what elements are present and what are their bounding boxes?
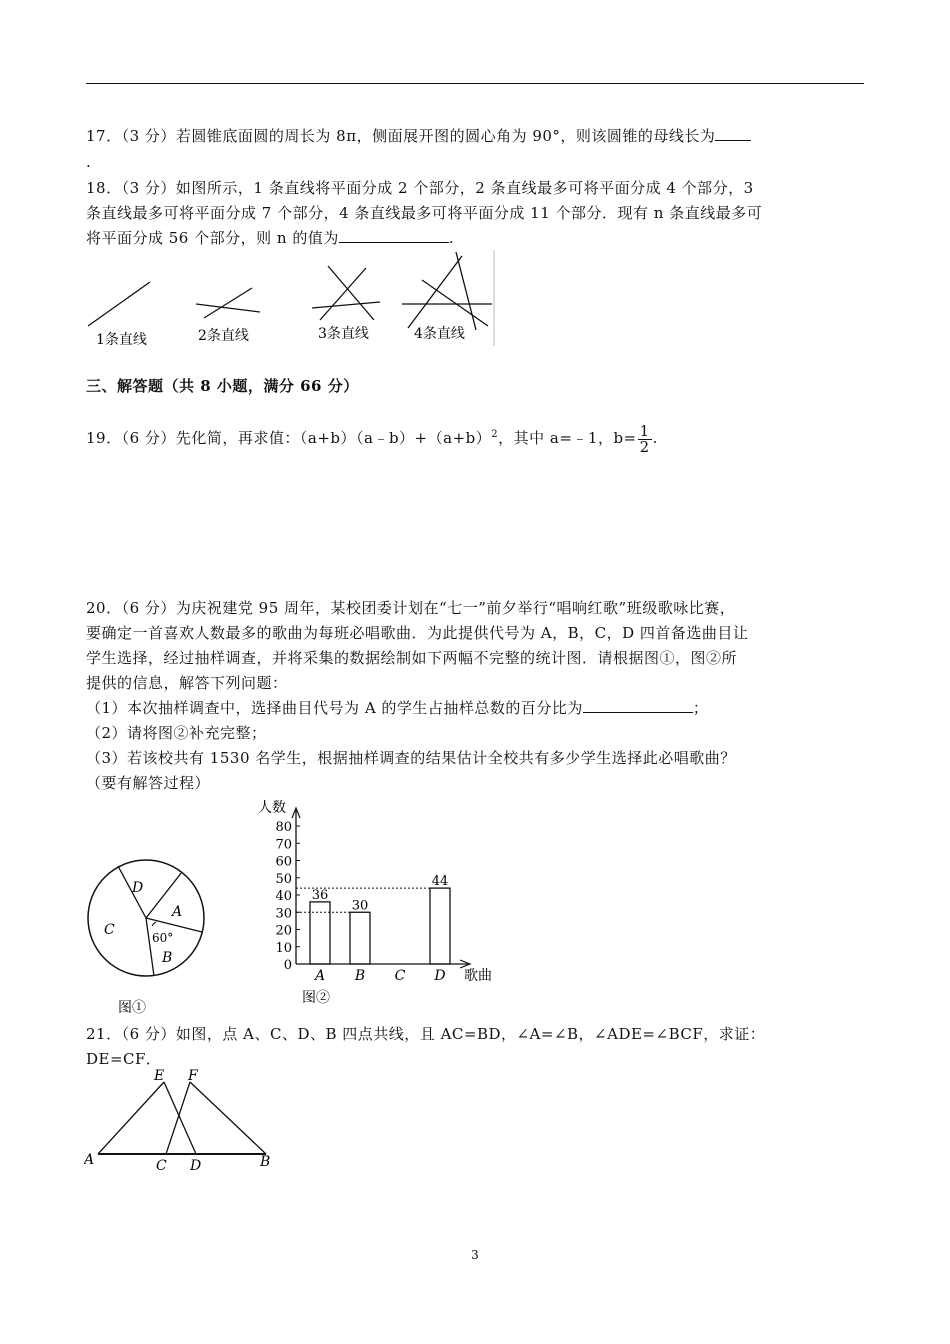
question-19 — [86, 422, 866, 455]
y-tick-label: 50 — [275, 871, 292, 887]
bar-caption: 图② — [302, 990, 330, 1006]
answer-blank — [715, 124, 751, 141]
header-rule — [86, 83, 864, 84]
category-label: D — [434, 968, 446, 984]
q17-text: 17．（3 分）若圆锥底面圆的周长为 8π，侧面展开图的圆心角为 90°，则该圆锥的母线长为 — [86, 127, 716, 145]
y-tick-label: 70 — [275, 837, 292, 853]
category-label: B — [354, 968, 366, 984]
section-heading: 三、解答题（共 8 小题，满分 66 分） — [86, 377, 359, 395]
bars — [296, 874, 450, 984]
pie-caption: 图① — [118, 1000, 146, 1016]
q18-line1: 18．（3 分）如图所示，1 条直线将平面分成 2 个部分，2 条直线最多可将平面分成 4 个部分，3 — [86, 179, 754, 197]
q19-period: . — [652, 429, 658, 447]
fraction-one-half — [638, 421, 652, 456]
frac-denominator: 2 — [639, 437, 650, 456]
fig4-line-c — [408, 256, 462, 328]
bar-xlabel: 歌曲 — [464, 968, 492, 984]
q20-sub3: （3）若该校共有 1530 名学生，根据抽样调查的结果估计全校共有多少学生选择此必唱歌曲？ — [86, 749, 736, 767]
frac-numerator: 1 — [639, 421, 650, 440]
q18-line3-text: 将平面分成 56 个部分，则 n 的值为 — [86, 229, 339, 247]
pie-label-c: C — [104, 922, 115, 938]
lines-figure — [84, 250, 498, 350]
pie-chart — [82, 858, 212, 1018]
pie-angle-label: 60° — [152, 931, 174, 945]
category-label: A — [314, 968, 326, 984]
data-label: 30 — [351, 898, 369, 914]
q18-line2: 条直线最多可将平面分成 7 个部分，4 条直线最多可将平面分成 11 个部分．现有 n 条直线最多可 — [86, 204, 763, 222]
line-ae — [98, 1082, 164, 1154]
line-fb — [190, 1082, 266, 1154]
bar-a — [310, 902, 330, 964]
question-18-line3 — [86, 226, 866, 251]
category-label: C — [394, 968, 406, 984]
fig3-line-b — [328, 266, 374, 320]
point-a: A — [84, 1152, 95, 1168]
bar-chart — [256, 796, 506, 1008]
fig2-line-b — [204, 288, 252, 318]
fig3-line-a — [312, 302, 380, 308]
pie-divider-bc — [146, 918, 154, 976]
triangle-figure — [84, 1066, 284, 1176]
y-tick-label: 80 — [275, 820, 292, 835]
pie-divider-ab — [146, 918, 202, 932]
line-ed — [164, 1082, 196, 1154]
y-tick-label: 40 — [275, 889, 292, 904]
pie-label-d: D — [132, 880, 144, 896]
fig4-label: 4条直线 — [414, 326, 465, 342]
y-tick-label: 30 — [275, 906, 292, 922]
q19-text2: ，其中 a=﹣1，b= — [498, 429, 637, 447]
fig3-label: 3条直线 — [318, 326, 369, 342]
y-tick-label: 10 — [275, 940, 292, 956]
q20-sub1-text: （1）本次抽样调查中，选择曲目代号为 A 的学生占抽样总数的百分比为 — [86, 699, 583, 717]
pie-label-a: A — [172, 904, 183, 920]
y-tick-label: 60 — [275, 854, 292, 870]
fig1-label: 1条直线 — [96, 332, 147, 348]
q17-period: . — [86, 153, 92, 171]
q20-sub2: （2）请将图②补充完整； — [86, 724, 267, 742]
pie-label-b: B — [162, 950, 173, 966]
point-f: F — [188, 1068, 198, 1084]
q20-line1: 20．（6 分）为庆祝建党 95 周年，某校团委计划在“七一”前夕举行“唱响红歌”班级歌咏比赛， — [86, 599, 736, 617]
question-17 — [86, 124, 866, 149]
y-tick-label: 20 — [275, 923, 292, 939]
fig4-line-b — [422, 280, 488, 326]
q20-line2: 要确定一首喜欢人数最多的歌曲为每班必唱歌曲．为此提供代号为 A，B，C，D 四首备选曲目让 — [86, 624, 749, 642]
bar-d — [430, 888, 450, 964]
answer-blank — [583, 696, 693, 713]
data-label: 44 — [431, 874, 449, 890]
q20-line4: 提供的信息，解答下列问题： — [86, 674, 288, 692]
bar-b — [350, 912, 370, 964]
point-c: C — [156, 1158, 167, 1174]
y-tick-label: 0 — [283, 958, 292, 973]
fig4-line-d — [456, 252, 476, 330]
point-b: B — [260, 1154, 271, 1170]
q21-line1: 21．（6 分）如图，点 A、C、D、B 四点共线，且 AC=BD，∠A=∠B，∠ADE=∠BCF，求证： — [86, 1025, 766, 1043]
point-d: D — [190, 1158, 202, 1174]
bar-ylabel: 人数 — [258, 800, 286, 816]
q19-text: 19．（6 分）先化简，再求值：（a+b）（a﹣b）+（a+b） — [86, 429, 492, 447]
q18-period: . — [448, 229, 455, 247]
q19-exponent: 2 — [491, 429, 499, 440]
fig1-line — [88, 282, 150, 326]
fig2-label: 2条直线 — [198, 328, 249, 344]
data-label: 36 — [311, 887, 329, 903]
fig3-line-c — [320, 268, 366, 320]
fig2-line-a — [196, 304, 260, 312]
q20-sub1 — [86, 696, 866, 721]
angle-arc — [152, 922, 156, 926]
point-e: E — [154, 1068, 165, 1084]
q20-sub1-end: ； — [692, 699, 709, 717]
q21-line2: DE=CF． — [86, 1050, 162, 1068]
page-number: 3 — [471, 1248, 479, 1262]
q20-line3: 学生选择，经过抽样调查，并将采集的数据绘制如下两幅不完整的统计图．请根据图①，图②所 — [86, 649, 738, 667]
q20-sub4: （要有解答过程） — [86, 774, 211, 792]
line-cf — [166, 1082, 190, 1154]
answer-blank — [339, 226, 449, 243]
